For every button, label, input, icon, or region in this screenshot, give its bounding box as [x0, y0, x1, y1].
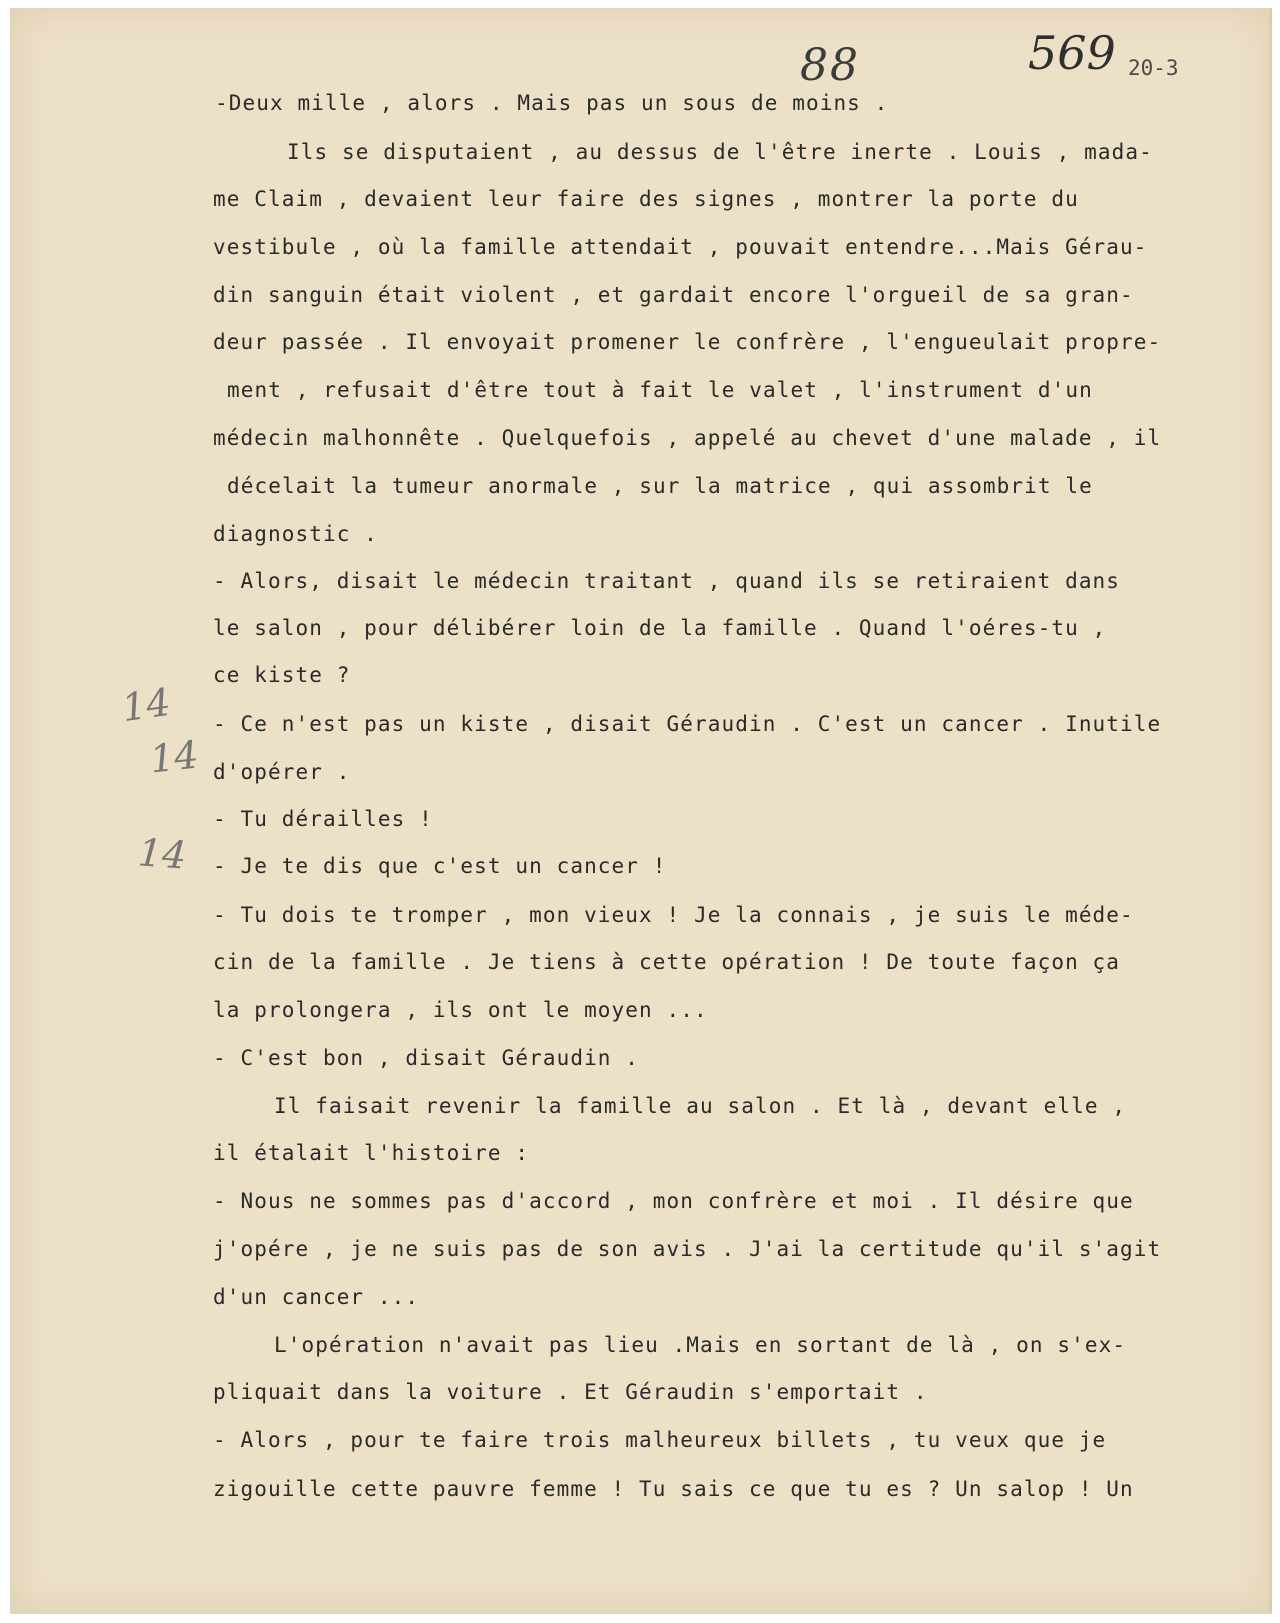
text-line: - Alors, disait le médecin traitant , quand ils se retiraient dans	[213, 569, 1121, 593]
margin-note: 14	[119, 679, 174, 731]
text-line: din sanguin était violent , et gardait encore l'orgueil de sa gran-	[213, 283, 1134, 307]
text-line: - Alors , pour te faire trois malheureux billets , tu veux que je	[213, 1428, 1107, 1452]
text-line: Il faisait revenir la famille au salon . Et là , devant elle ,	[274, 1094, 1127, 1118]
text-line: - Tu dois te tromper , mon vieux ! Je la connais , je suis le méde-	[213, 903, 1134, 927]
text-line: deur passée . Il envoyait promener le confrère , l'engueulait propre-	[213, 330, 1162, 354]
text-line: le salon , pour délibérer loin de la famille . Quand l'oéres-tu ,	[213, 616, 1107, 640]
text-line: - Je te dis que c'est un cancer !	[213, 854, 667, 878]
margin-note: 14	[147, 732, 201, 782]
text-line: Ils se disputaient , au dessus de l'être inerte . Louis , mada-	[287, 140, 1153, 164]
text-line: ment , refusait d'être tout à fait le valet , l'instrument d'un	[227, 378, 1093, 402]
text-line: - Nous ne sommes pas d'accord , mon confrère et moi . Il désire que	[213, 1189, 1134, 1213]
text-line: zigouille cette pauvre femme ! Tu sais ce que tu es ? Un salop ! Un	[213, 1477, 1134, 1501]
text-line: pliquait dans la voiture . Et Géraudin s'emportait .	[213, 1380, 928, 1404]
text-line: me Claim , devaient leur faire des signes , montrer la porte du	[213, 187, 1079, 211]
page-number: 20-3	[1128, 56, 1179, 80]
text-line: L'opération n'avait pas lieu .Mais en sortant de là , on s'ex-	[274, 1333, 1127, 1357]
text-line: - Ce n'est pas un kiste , disait Géraudin . C'est un cancer . Inutile	[213, 712, 1162, 736]
text-line: vestibule , où la famille attendait , pouvait entendre...Mais Gérau-	[213, 235, 1148, 259]
text-line: -Deux mille , alors . Mais pas un sous de moins .	[215, 91, 889, 115]
text-line: - C'est bon , disait Géraudin .	[213, 1046, 640, 1070]
text-line: ce kiste ?	[213, 663, 351, 687]
handwritten-number-88: 88	[800, 40, 860, 91]
handwritten-number-569: 569	[1028, 26, 1116, 80]
text-line: d'un cancer ...	[213, 1285, 420, 1309]
text-line: décelait la tumeur anormale , sur la matrice , qui assombrit le	[227, 474, 1093, 498]
text-line: - Tu dérailles !	[213, 807, 433, 831]
text-line: il étalait l'histoire :	[213, 1141, 530, 1165]
typewritten-page	[10, 8, 1272, 1614]
text-line: d'opérer .	[213, 760, 351, 784]
margin-note: 14	[136, 830, 188, 878]
text-line: la prolongera , ils ont le moyen ...	[213, 998, 708, 1022]
text-line: j'opére , je ne suis pas de son avis . J'ai la certitude qu'il s'agit	[213, 1237, 1162, 1261]
text-line: médecin malhonnête . Quelquefois , appelé au chevet d'une malade , il	[213, 426, 1162, 450]
paper-edge	[1266, 8, 1272, 1614]
text-line: diagnostic .	[213, 522, 378, 546]
text-line: cin de la famille . Je tiens à cette opération ! De toute façon ça	[213, 950, 1121, 974]
